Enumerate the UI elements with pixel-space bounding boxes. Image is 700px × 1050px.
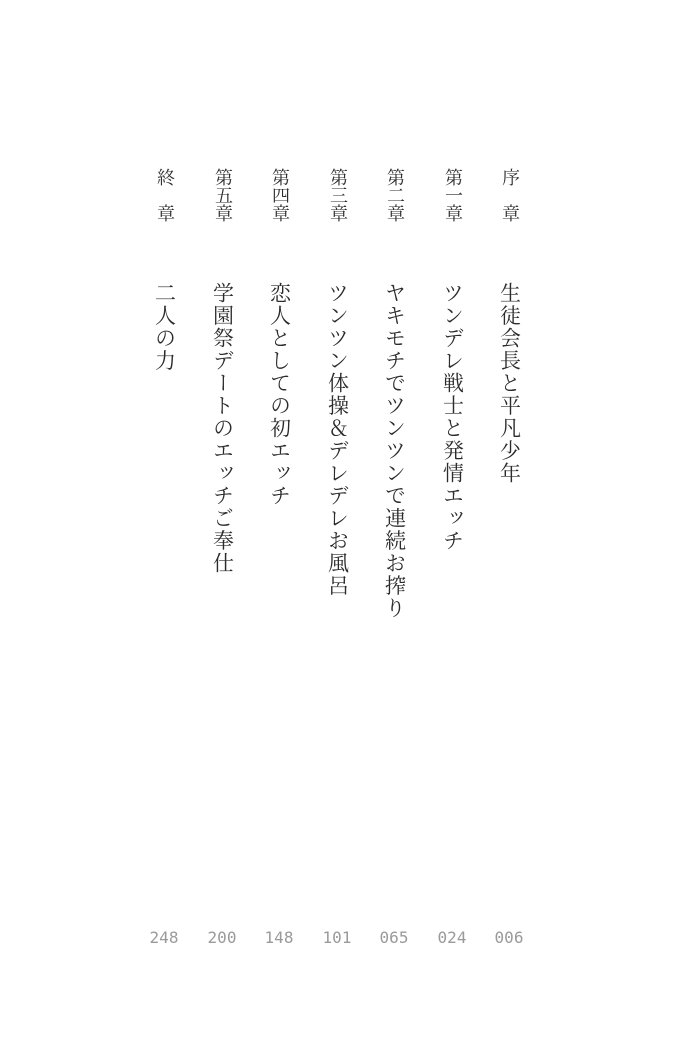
chapter-title-5: 学園祭デートのエッチご奉仕 <box>210 282 235 575</box>
toc-entry-chapter-5 <box>193 168 251 575</box>
toc-entry-chapter-4 <box>250 168 308 507</box>
page-number-chapter-5: 200 <box>207 928 237 947</box>
page-number-prologue: 006 <box>494 928 524 947</box>
chapter-title-3: ツンツン体操＆デレデレお風呂 <box>325 282 350 597</box>
page-number-chapter-2: 065 <box>379 928 409 947</box>
chapter-title-4: 恋人としての初エッチ <box>267 282 292 507</box>
chapter-label-4: 第四章 <box>269 168 290 222</box>
chapter-label-5: 第五章 <box>212 168 233 222</box>
toc-entry-chapter-1 <box>423 168 481 552</box>
toc-entry-chapter-3 <box>308 168 366 597</box>
chapter-label-2: 第二章 <box>384 168 405 222</box>
chapter-title-prologue: 生徒会長と平凡少年 <box>497 282 522 485</box>
chapter-label-3: 第三章 <box>327 168 348 222</box>
page-number-chapter-4: 148 <box>264 928 294 947</box>
chapter-title-epilogue: 二人の力 <box>152 282 177 372</box>
toc-entry-chapter-2 <box>365 168 423 620</box>
chapter-title-1: ツンデレ戦士と発情エッチ <box>440 282 465 552</box>
toc-entry-epilogue <box>135 168 193 372</box>
page-number-chapter-3: 101 <box>322 928 352 947</box>
page-number-epilogue: 248 <box>149 928 179 947</box>
chapter-title-2: ヤキモチでツンツンで連続お搾り <box>382 282 407 620</box>
chapter-label-epilogue: 終 章 <box>154 168 175 222</box>
toc-entry-prologue <box>480 168 538 485</box>
chapter-label-prologue: 序 章 <box>499 168 520 222</box>
chapter-label-1: 第一章 <box>442 168 463 222</box>
page-number-chapter-1: 024 <box>437 928 467 947</box>
